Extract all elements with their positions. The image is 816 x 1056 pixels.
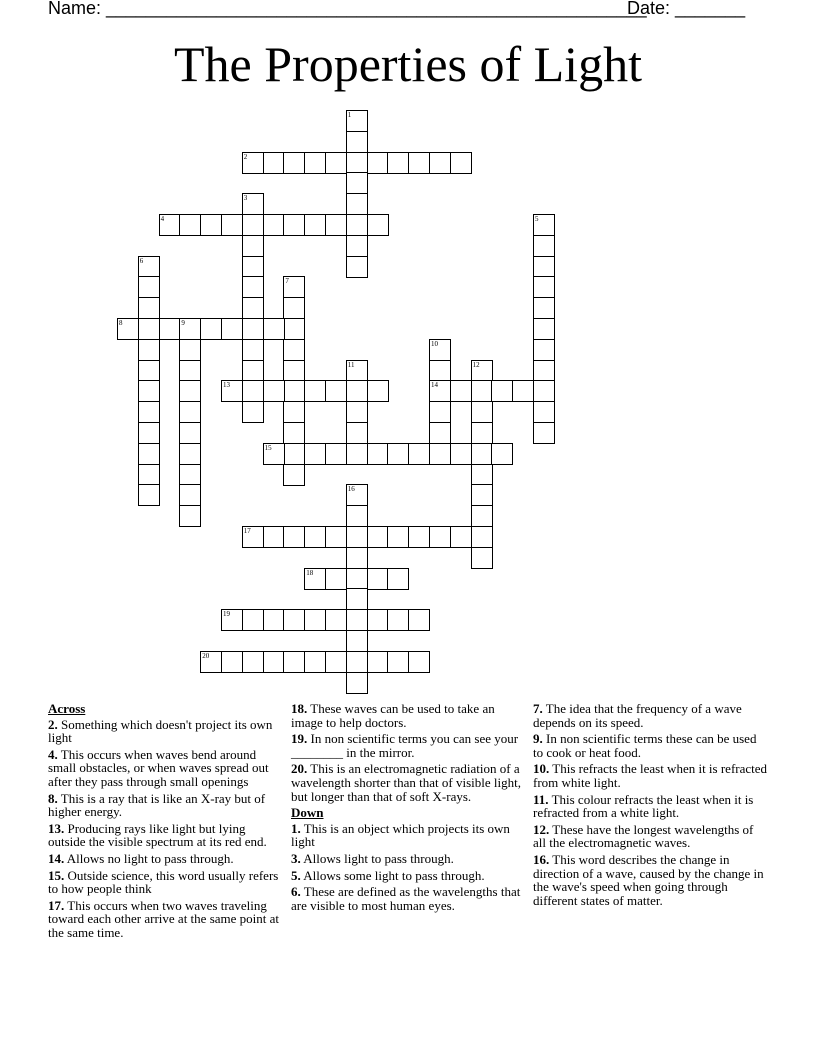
crossword-cell[interactable] bbox=[533, 422, 555, 444]
clue-text: Allows some light to pass through. bbox=[303, 867, 485, 883]
crossword-cell[interactable] bbox=[471, 464, 493, 486]
clue-text: This refracts the least when it is refracted from white light. bbox=[533, 761, 768, 790]
crossword-cell[interactable] bbox=[471, 401, 493, 423]
crossword-cell[interactable] bbox=[304, 609, 326, 631]
crossword-cell[interactable] bbox=[138, 360, 160, 382]
crossword-cell[interactable] bbox=[533, 297, 555, 319]
clue-number: 18. bbox=[291, 701, 308, 716]
crossword-cell[interactable] bbox=[179, 464, 201, 486]
cell-number: 12 bbox=[472, 360, 480, 369]
cell-number: 20 bbox=[202, 651, 210, 660]
crossword-cell[interactable] bbox=[283, 422, 305, 444]
name-field: Name: ______________________________________________________ bbox=[48, 0, 647, 18]
clue-item bbox=[48, 748, 284, 789]
clue-number: 6. bbox=[291, 884, 301, 900]
crossword-cell[interactable] bbox=[367, 568, 389, 590]
cell-number: 19 bbox=[223, 610, 230, 619]
crossword-cell[interactable] bbox=[159, 318, 181, 340]
crossword-cell[interactable] bbox=[304, 214, 326, 236]
clue-item bbox=[291, 762, 523, 803]
crossword-cell[interactable] bbox=[450, 152, 472, 174]
crossword-cell[interactable] bbox=[471, 505, 493, 527]
cell-number: 9 bbox=[181, 319, 185, 327]
crossword-cell[interactable] bbox=[179, 484, 201, 506]
clue-text: This colour refracts the least when it is refracted from a white light. bbox=[533, 791, 754, 821]
clue-item bbox=[291, 852, 523, 866]
crossword-cell[interactable] bbox=[325, 568, 347, 590]
crossword-cell[interactable] bbox=[304, 568, 326, 590]
crossword-cell[interactable] bbox=[408, 609, 430, 631]
crossword-cell[interactable] bbox=[179, 380, 201, 402]
clue-number: 8. bbox=[48, 790, 58, 806]
crossword-cell[interactable] bbox=[138, 297, 160, 319]
crossword-cell[interactable] bbox=[450, 443, 472, 465]
crossword-cell[interactable] bbox=[408, 152, 430, 174]
crossword-cell[interactable] bbox=[346, 401, 368, 423]
clue-item bbox=[533, 853, 769, 907]
cell-number: 18 bbox=[306, 568, 314, 577]
crossword-cell[interactable] bbox=[221, 214, 243, 236]
crossword-cell[interactable] bbox=[387, 651, 409, 673]
crossword-cell[interactable] bbox=[367, 380, 389, 402]
clue-item bbox=[533, 823, 769, 850]
crossword-cell[interactable] bbox=[533, 401, 555, 423]
clue-number: 12. bbox=[533, 821, 550, 837]
crossword-cell[interactable] bbox=[346, 110, 368, 132]
crossword-cell[interactable] bbox=[138, 484, 160, 506]
crossword-cell[interactable] bbox=[242, 276, 264, 298]
clue-text: This occurs when two waves traveling toward each other arrive at the same point at the same time. bbox=[48, 897, 280, 940]
crossword-cell[interactable] bbox=[346, 380, 368, 402]
crossword-cell[interactable] bbox=[283, 360, 305, 382]
clue-text: These waves can be used to take an image to help doctors. bbox=[291, 701, 495, 730]
crossword-cell[interactable] bbox=[242, 193, 264, 215]
crossword-cell[interactable] bbox=[325, 609, 347, 631]
crossword-cell[interactable] bbox=[283, 152, 305, 174]
clue-item bbox=[533, 793, 769, 820]
crossword-cell[interactable] bbox=[242, 214, 264, 236]
clue-item bbox=[291, 885, 523, 912]
crossword-cell[interactable] bbox=[304, 526, 326, 548]
crossword-cell[interactable] bbox=[367, 152, 389, 174]
cell-number: 10 bbox=[431, 339, 438, 348]
clue-number: 5. bbox=[291, 867, 301, 883]
crossword-cell[interactable] bbox=[325, 526, 347, 548]
crossword-cell[interactable] bbox=[325, 380, 347, 402]
crossword-cell[interactable] bbox=[408, 526, 430, 548]
cell-number: 13 bbox=[223, 381, 230, 390]
crossword-cell[interactable] bbox=[367, 214, 389, 236]
crossword-cell[interactable] bbox=[242, 526, 264, 548]
crossword-cell[interactable] bbox=[325, 651, 347, 673]
crossword-cell[interactable] bbox=[346, 172, 368, 194]
crossword-cell[interactable] bbox=[346, 505, 368, 527]
crossword-cell[interactable] bbox=[471, 547, 493, 569]
crossword-cell[interactable] bbox=[387, 526, 409, 548]
crossword-cell[interactable] bbox=[346, 443, 368, 465]
crossword-cell[interactable] bbox=[533, 256, 555, 278]
crossword-cell[interactable] bbox=[283, 464, 305, 486]
clue-text: In non scientific terms you can see your ________ in the mirror. bbox=[291, 731, 519, 760]
cell-number: 8 bbox=[119, 319, 123, 327]
cell-number: 17 bbox=[243, 527, 251, 535]
crossword-cell[interactable] bbox=[429, 526, 451, 548]
crossword-cell[interactable] bbox=[179, 422, 201, 444]
crossword-cell[interactable] bbox=[346, 360, 368, 382]
clue-number: 2. bbox=[48, 716, 58, 732]
crossword-cell[interactable] bbox=[138, 339, 160, 361]
crossword-cell[interactable] bbox=[346, 547, 368, 569]
crossword-cell[interactable] bbox=[429, 401, 451, 423]
crossword-cell[interactable] bbox=[346, 214, 368, 236]
crossword-cell[interactable] bbox=[283, 318, 305, 340]
crossword-cell[interactable] bbox=[346, 630, 368, 652]
crossword-cell[interactable] bbox=[471, 484, 493, 506]
clue-item bbox=[48, 852, 284, 866]
crossword-cell[interactable] bbox=[533, 318, 555, 340]
crossword-cell[interactable] bbox=[283, 651, 305, 673]
crossword-cell[interactable] bbox=[283, 339, 305, 361]
crossword-cell[interactable] bbox=[179, 360, 201, 382]
crossword-cell[interactable] bbox=[242, 297, 264, 319]
clue-number: 19. bbox=[291, 731, 308, 747]
crossword-cell[interactable] bbox=[138, 443, 160, 465]
crossword-cell[interactable] bbox=[471, 380, 493, 402]
crossword-cell[interactable] bbox=[138, 256, 160, 278]
crossword-cell[interactable] bbox=[179, 401, 201, 423]
crossword-cell[interactable] bbox=[242, 339, 264, 361]
crossword-cell[interactable] bbox=[179, 443, 201, 465]
crossword-cell[interactable] bbox=[304, 152, 326, 174]
crossword-cell[interactable] bbox=[221, 609, 243, 631]
crossword-cell[interactable] bbox=[221, 318, 243, 340]
crossword-cell[interactable] bbox=[159, 214, 181, 236]
crossword-cell[interactable] bbox=[346, 588, 368, 610]
clue-item bbox=[291, 732, 523, 759]
clue-number: 13. bbox=[48, 820, 65, 836]
cell-number: 7 bbox=[285, 277, 289, 286]
crossword-cell[interactable] bbox=[491, 443, 513, 465]
crossword-cell[interactable] bbox=[200, 214, 222, 236]
crossword-cell[interactable] bbox=[138, 276, 160, 298]
crossword-cell[interactable] bbox=[387, 609, 409, 631]
cell-number: 6 bbox=[139, 256, 144, 265]
clue-item bbox=[48, 792, 284, 819]
clue-item bbox=[533, 762, 769, 789]
clue-number: 7. bbox=[533, 701, 543, 716]
crossword-cell[interactable] bbox=[221, 651, 243, 673]
crossword-cell[interactable] bbox=[471, 526, 493, 548]
crossword-cell[interactable] bbox=[200, 318, 222, 340]
across-heading: Across bbox=[48, 701, 86, 716]
crossword-cell[interactable] bbox=[200, 651, 222, 673]
clue-text: This is an object which projects its own light bbox=[291, 820, 510, 850]
clue-text: Producing rays like light but lying outside the visible spectrum at its red end. bbox=[48, 820, 267, 850]
crossword-cell[interactable] bbox=[304, 651, 326, 673]
crossword-cell[interactable] bbox=[242, 152, 264, 174]
clue-text: Outside science, this word usually refers to how people think bbox=[48, 867, 279, 897]
crossword-cell[interactable] bbox=[263, 318, 285, 340]
crossword-cell[interactable] bbox=[242, 401, 264, 423]
crossword-cell[interactable] bbox=[346, 235, 368, 257]
crossword-cell[interactable] bbox=[346, 152, 368, 174]
crossword-cell[interactable] bbox=[429, 443, 451, 465]
crossword-cell[interactable] bbox=[346, 672, 368, 694]
clue-text: Allows no light to pass through. bbox=[66, 850, 234, 866]
clue-number: 20. bbox=[291, 761, 308, 777]
crossword-cell[interactable] bbox=[263, 443, 285, 465]
clue-item bbox=[48, 822, 284, 849]
clue-column-3 bbox=[533, 702, 769, 910]
crossword-cell[interactable] bbox=[263, 152, 285, 174]
clue-item bbox=[533, 702, 769, 729]
crossword-cell[interactable] bbox=[138, 464, 160, 486]
crossword-cell[interactable] bbox=[429, 380, 451, 402]
crossword-cell[interactable] bbox=[242, 609, 264, 631]
cell-number: 11 bbox=[347, 360, 355, 369]
crossword-cell[interactable] bbox=[179, 505, 201, 527]
crossword-cell[interactable] bbox=[138, 318, 160, 340]
crossword-cell[interactable] bbox=[346, 131, 368, 153]
crossword-cell[interactable] bbox=[367, 651, 389, 673]
crossword-cell[interactable] bbox=[242, 235, 264, 257]
crossword-cell[interactable] bbox=[471, 422, 493, 444]
crossword-cell[interactable] bbox=[491, 380, 513, 402]
crossword-cell[interactable] bbox=[346, 651, 368, 673]
crossword-cell[interactable] bbox=[138, 401, 160, 423]
page-title: The Properties of Light bbox=[174, 36, 642, 92]
clue-item bbox=[48, 899, 284, 940]
crossword-cell[interactable] bbox=[346, 568, 368, 590]
clue-number: 3. bbox=[291, 850, 301, 866]
crossword-cell[interactable] bbox=[283, 297, 305, 319]
crossword-cell[interactable] bbox=[242, 318, 264, 340]
crossword-cell[interactable] bbox=[263, 609, 285, 631]
crossword-cell[interactable] bbox=[367, 609, 389, 631]
clue-text: These are defined as the wavelengths that are visible to most human eyes. bbox=[291, 884, 521, 913]
cell-number: 15 bbox=[264, 443, 272, 452]
cell-number: 14 bbox=[431, 381, 438, 390]
crossword-cell[interactable] bbox=[179, 339, 201, 361]
clue-number: 10. bbox=[533, 761, 550, 777]
crossword-cell[interactable] bbox=[450, 380, 472, 402]
crossword-cell[interactable] bbox=[138, 422, 160, 444]
clue-column-2 bbox=[291, 702, 523, 915]
crossword-cell[interactable] bbox=[283, 214, 305, 236]
crossword-cell[interactable] bbox=[283, 526, 305, 548]
cell-number: 3 bbox=[243, 194, 248, 203]
cell-number: 1 bbox=[347, 111, 352, 119]
crossword-cell[interactable] bbox=[367, 526, 389, 548]
crossword-cell[interactable] bbox=[179, 318, 201, 340]
crossword-cell[interactable] bbox=[263, 526, 285, 548]
crossword-cell[interactable] bbox=[263, 380, 285, 402]
clue-number: 17. bbox=[48, 897, 65, 913]
clue-number: 11. bbox=[533, 791, 549, 807]
crossword-cell[interactable] bbox=[533, 339, 555, 361]
clue-item bbox=[48, 718, 284, 745]
clue-item bbox=[291, 702, 523, 729]
crossword-cell[interactable] bbox=[429, 360, 451, 382]
crossword-cell[interactable] bbox=[408, 651, 430, 673]
clue-text: This is a ray that is like an X-ray but of higher energy. bbox=[48, 790, 266, 820]
clue-text: This is an electromagnetic radiation of a wavelength shorter than that of visible light, but longer than that of soft X-rays. bbox=[291, 761, 521, 804]
clue-text: Allows light to pass through. bbox=[303, 850, 454, 866]
crossword-cell[interactable] bbox=[242, 380, 264, 402]
crossword-cell[interactable] bbox=[242, 360, 264, 382]
crossword-cell[interactable] bbox=[221, 380, 243, 402]
crossword-cell[interactable] bbox=[387, 568, 409, 590]
clue-number: 16. bbox=[533, 851, 550, 867]
crossword-cell[interactable] bbox=[387, 152, 409, 174]
clue-item bbox=[291, 822, 523, 849]
crossword-cell[interactable] bbox=[283, 380, 305, 402]
crossword-cell[interactable] bbox=[117, 318, 139, 340]
crossword-cell[interactable] bbox=[138, 380, 160, 402]
clue-column-1 bbox=[48, 702, 284, 943]
cell-number: 2 bbox=[243, 152, 248, 161]
clue-text: In non scientific terms these can be used to cook or heat food. bbox=[533, 731, 757, 760]
down-heading: Down bbox=[291, 805, 324, 821]
crossword-cell[interactable] bbox=[283, 609, 305, 631]
crossword-cell[interactable] bbox=[346, 422, 368, 444]
crossword-cell[interactable] bbox=[533, 380, 555, 402]
date-field: Date: _______ bbox=[627, 0, 746, 18]
crossword-cell[interactable] bbox=[283, 443, 305, 465]
crossword-cell[interactable] bbox=[471, 360, 493, 382]
clue-number: 15. bbox=[48, 867, 65, 883]
crossword-cell[interactable] bbox=[242, 651, 264, 673]
crossword-cell[interactable] bbox=[429, 152, 451, 174]
crossword-cell[interactable] bbox=[283, 276, 305, 298]
crossword-cell[interactable] bbox=[304, 380, 326, 402]
crossword-cell[interactable] bbox=[242, 256, 264, 278]
crossword-cell[interactable] bbox=[408, 443, 430, 465]
crossword-cell[interactable] bbox=[429, 339, 451, 361]
crossword-cell[interactable] bbox=[179, 214, 201, 236]
crossword-cell[interactable] bbox=[533, 276, 555, 298]
clue-number: 1. bbox=[291, 820, 301, 836]
crossword-cell[interactable] bbox=[346, 609, 368, 631]
crossword-cell[interactable] bbox=[325, 152, 347, 174]
clue-text: This occurs when waves bend around small obstacles, or when waves spread out after they pass through small openings bbox=[48, 746, 269, 789]
crossword-cell[interactable] bbox=[283, 401, 305, 423]
crossword-cell[interactable] bbox=[450, 526, 472, 548]
crossword-cell[interactable] bbox=[471, 443, 493, 465]
crossword-cell[interactable] bbox=[533, 235, 555, 257]
cell-number: 4 bbox=[160, 215, 165, 223]
clue-text: The idea that the frequency of a wave depends on its speed. bbox=[533, 701, 742, 730]
clue-number: 14. bbox=[48, 850, 65, 866]
crossword-cell[interactable] bbox=[346, 256, 368, 278]
crossword-cell[interactable] bbox=[533, 360, 555, 382]
clue-number: 4. bbox=[48, 746, 58, 762]
clue-text: Something which doesn't project its own light bbox=[48, 716, 273, 746]
crossword-cell[interactable] bbox=[325, 214, 347, 236]
crossword-cell[interactable] bbox=[346, 526, 368, 548]
clue-number: 9. bbox=[533, 731, 543, 747]
crossword-cell[interactable] bbox=[304, 443, 326, 465]
crossword-cell[interactable] bbox=[263, 214, 285, 236]
crossword-cell[interactable] bbox=[325, 443, 347, 465]
crossword-cell[interactable] bbox=[346, 484, 368, 506]
cell-number: 5 bbox=[535, 215, 539, 223]
clue-text: These have the longest wavelengths of all the electromagnetic waves. bbox=[533, 821, 754, 851]
crossword-cell[interactable] bbox=[263, 651, 285, 673]
clue-text: This word describes the change in direction of a wave, caused by the change in the wave's speed when going through different states of matter. bbox=[533, 851, 764, 908]
crossword-cell[interactable] bbox=[512, 380, 534, 402]
crossword-cell[interactable] bbox=[387, 443, 409, 465]
cell-number: 16 bbox=[347, 485, 355, 494]
crossword-cell[interactable] bbox=[346, 193, 368, 215]
clue-item bbox=[48, 869, 284, 896]
crossword-cell[interactable] bbox=[367, 443, 389, 465]
clue-item bbox=[291, 869, 523, 883]
crossword-cell[interactable] bbox=[429, 422, 451, 444]
clue-item bbox=[533, 732, 769, 759]
crossword-cell[interactable] bbox=[533, 214, 555, 236]
